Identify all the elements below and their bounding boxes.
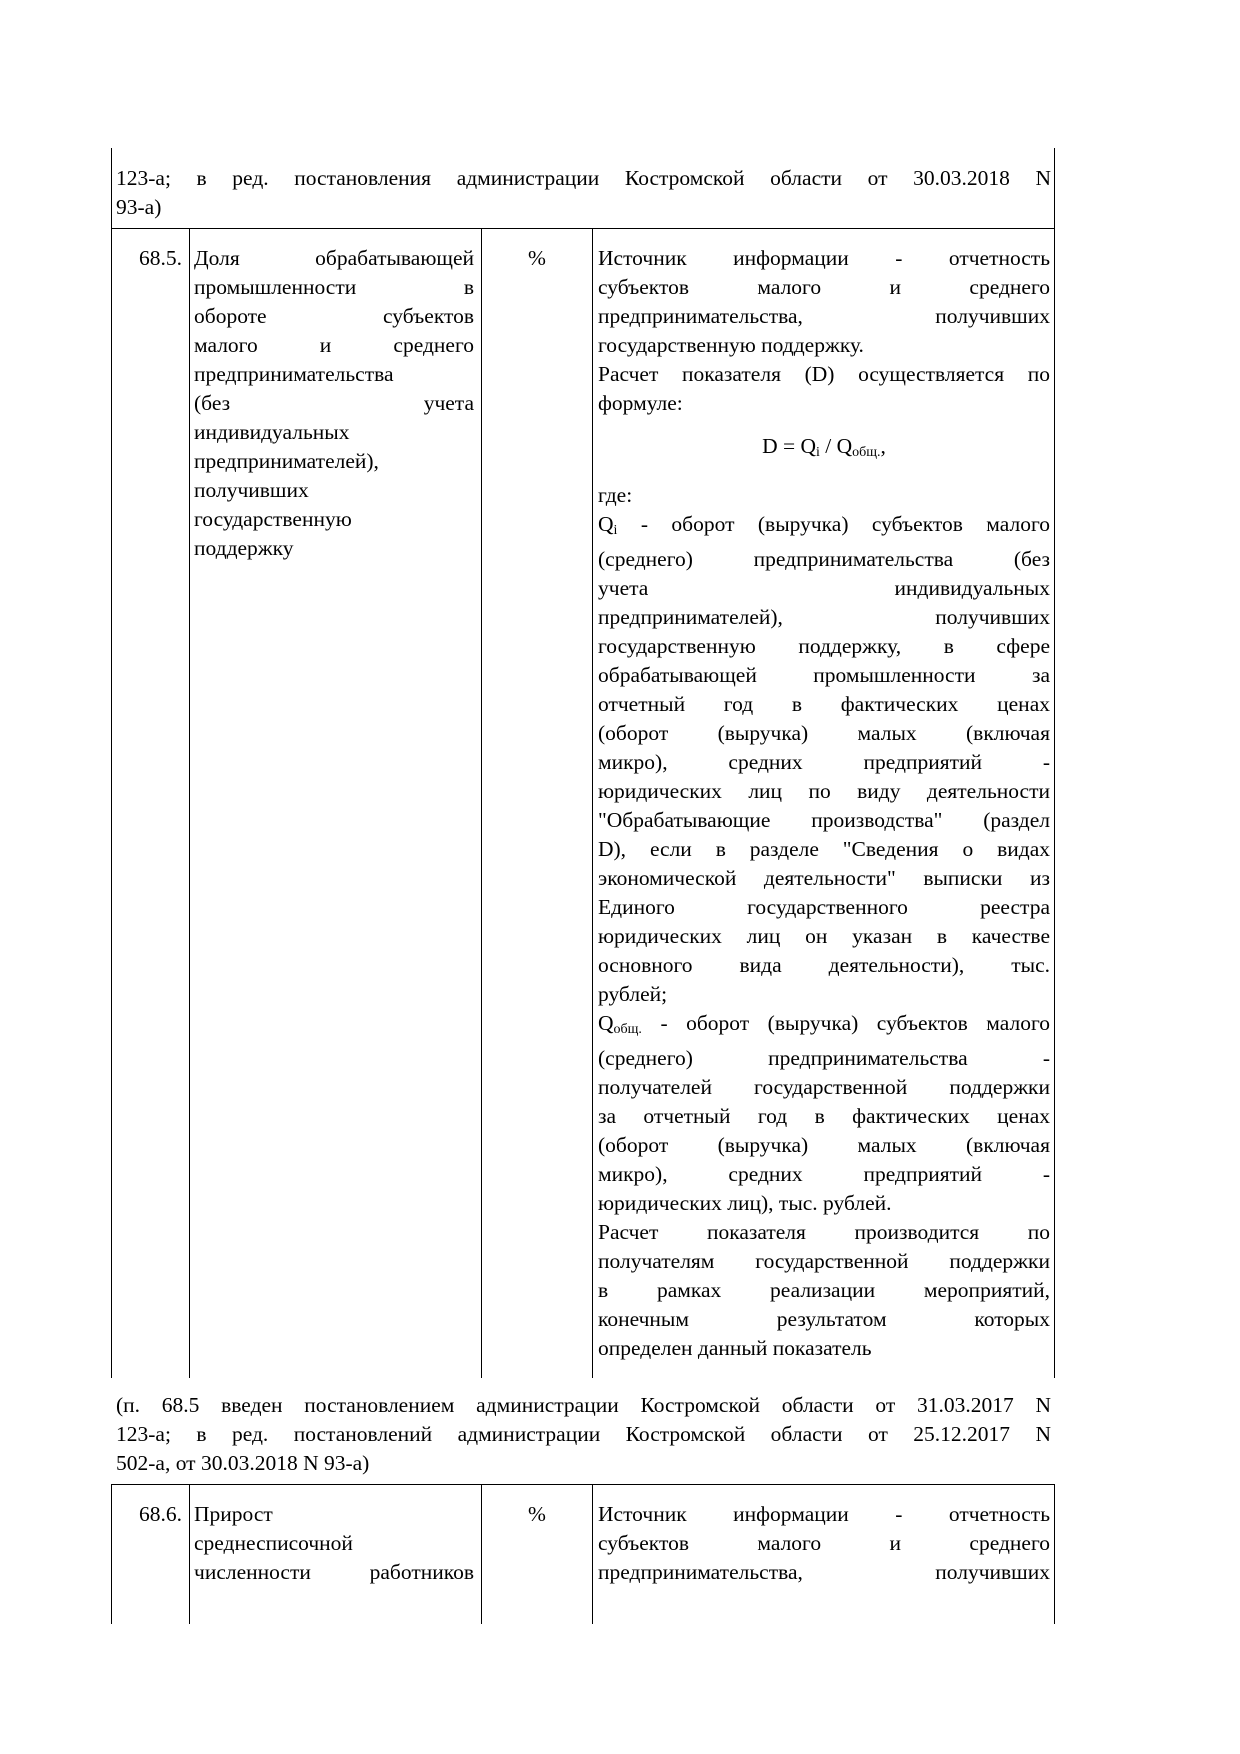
indicator-name	[194, 1500, 474, 1587]
table-rule	[111, 1484, 1055, 1485]
indicator-name-line: промышленности в	[194, 275, 474, 299]
indicator-name-line: предпринимателей),	[194, 449, 379, 473]
method-line: Источник информации - отчетность	[598, 1502, 1050, 1526]
amendment-note-line: 123-а; в ред. постановлений администрации Костромской области от 25.12.2017 N	[116, 1422, 1051, 1446]
method-line: субъектов малого и среднего	[598, 1531, 1050, 1555]
where-label: где:	[598, 483, 633, 507]
method-line: Единого государственного реестра	[598, 895, 1050, 919]
unit-of-measure: %	[528, 246, 546, 270]
column-divider-3	[592, 1484, 593, 1624]
indicator-name-line: индивидуальных	[194, 420, 350, 444]
method-line: государственную поддержку, в сфере	[598, 634, 1050, 658]
indicator-name-line: обороте субъектов	[194, 304, 474, 328]
amendment-note-line: (п. 68.5 введен постановлением администрации Костромской области от 31.03.2017 N	[116, 1393, 1051, 1417]
top-note	[116, 164, 1051, 222]
method-line: (среднего) предпринимательства -	[598, 1046, 1050, 1070]
calculation-method	[598, 1500, 1050, 1587]
indicator-name-line: получивших	[194, 478, 309, 502]
table-border-right-top	[1054, 148, 1055, 228]
method-line: рублей;	[598, 982, 668, 1006]
table-border-left	[111, 1484, 112, 1624]
method-line: Расчет показателя (D) осуществляется по	[598, 362, 1050, 386]
column-divider-3	[592, 228, 593, 1378]
table-border-right	[1054, 1484, 1055, 1624]
column-divider-1	[189, 228, 190, 1378]
table-rule	[111, 228, 1055, 229]
top-note-line: 123-а; в ред. постановления администрации Костромской области от 30.03.2018 N	[116, 166, 1051, 190]
method-line: субъектов малого и среднего	[598, 275, 1050, 299]
method-line: предпринимателей), получивших	[598, 605, 1050, 629]
method-line: юридических лиц), тыс. рублей.	[598, 1191, 892, 1215]
method-line: предпринимательства, получивших	[598, 304, 1050, 328]
method-line: предпринимательства, получивших	[598, 1560, 1050, 1584]
method-line: микро), средних предприятий -	[598, 750, 1050, 774]
table-border-right	[1054, 228, 1055, 1378]
method-line: обрабатывающей промышленности за	[598, 663, 1050, 687]
indicator-name	[194, 244, 474, 563]
method-line: получателей государственной поддержки	[598, 1075, 1050, 1099]
amendment-note-line: 502-а, от 30.03.2018 N 93-а)	[116, 1451, 370, 1475]
method-line: $Q_{общ.}$ - оборот (выручка) субъектов малого	[598, 1011, 1050, 1037]
formula: $D = Q_i / Q_{общ.}$,	[762, 434, 886, 460]
method-line: юридических лиц он указан в качестве	[598, 924, 1050, 948]
method-line: формуле:	[598, 391, 683, 415]
indicator-name-line: численности работников	[194, 1560, 474, 1584]
method-line: за отчетный год в фактических ценах	[598, 1104, 1050, 1128]
top-note-line: 93-а)	[116, 195, 162, 219]
calculation-method	[598, 244, 1050, 1363]
column-divider-2	[481, 1484, 482, 1624]
method-line: основного вида деятельности), тыс.	[598, 953, 1050, 977]
method-line: конечным результатом которых	[598, 1307, 1050, 1331]
indicator-name-line: среднесписочной	[194, 1531, 353, 1555]
indicator-name-line: малого и среднего	[194, 333, 474, 357]
method-line: отчетный год в фактических ценах	[598, 692, 1050, 716]
method-line: "Обрабатывающие производства" (раздел	[598, 808, 1050, 832]
column-divider-2	[481, 228, 482, 1378]
indicator-name-line: государственную	[194, 507, 352, 531]
table-border-left	[111, 228, 112, 1378]
method-line: (оборот (выручка) малых (включая	[598, 721, 1050, 745]
indicator-name-line: Прирост	[194, 1502, 273, 1526]
method-line: (оборот (выручка) малых (включая	[598, 1133, 1050, 1157]
unit-of-measure: %	[528, 1502, 546, 1526]
method-line: получателям государственной поддержки	[598, 1249, 1050, 1273]
row-number: 68.6.	[139, 1502, 182, 1526]
indicator-name-line: Доля обрабатывающей	[194, 246, 474, 270]
method-line: $Q_i$ - оборот (выручка) субъектов малого	[598, 512, 1050, 538]
method-line: учета индивидуальных	[598, 576, 1050, 600]
indicator-name-line: предпринимательства	[194, 362, 394, 386]
method-line: юридических лиц по виду деятельности	[598, 779, 1050, 803]
method-line: Расчет показателя производится по	[598, 1220, 1050, 1244]
method-line: определен данный показатель	[598, 1336, 872, 1360]
indicator-name-line: (без учета	[194, 391, 474, 415]
method-line: Источник информации - отчетность	[598, 246, 1050, 270]
method-line: экономической деятельности" выписки из	[598, 866, 1050, 890]
table-border-left-top	[111, 148, 112, 228]
method-line: в рамках реализации мероприятий,	[598, 1278, 1050, 1302]
indicator-name-line: поддержку	[194, 536, 294, 560]
method-line: государственную поддержку.	[598, 333, 864, 357]
column-divider-1	[189, 1484, 190, 1624]
method-line: (среднего) предпринимательства (без	[598, 547, 1050, 571]
method-line: D), если в разделе "Сведения о видах	[598, 837, 1050, 861]
method-line: микро), средних предприятий -	[598, 1162, 1050, 1186]
amendment-note	[116, 1391, 1051, 1478]
row-number: 68.5.	[139, 246, 182, 270]
